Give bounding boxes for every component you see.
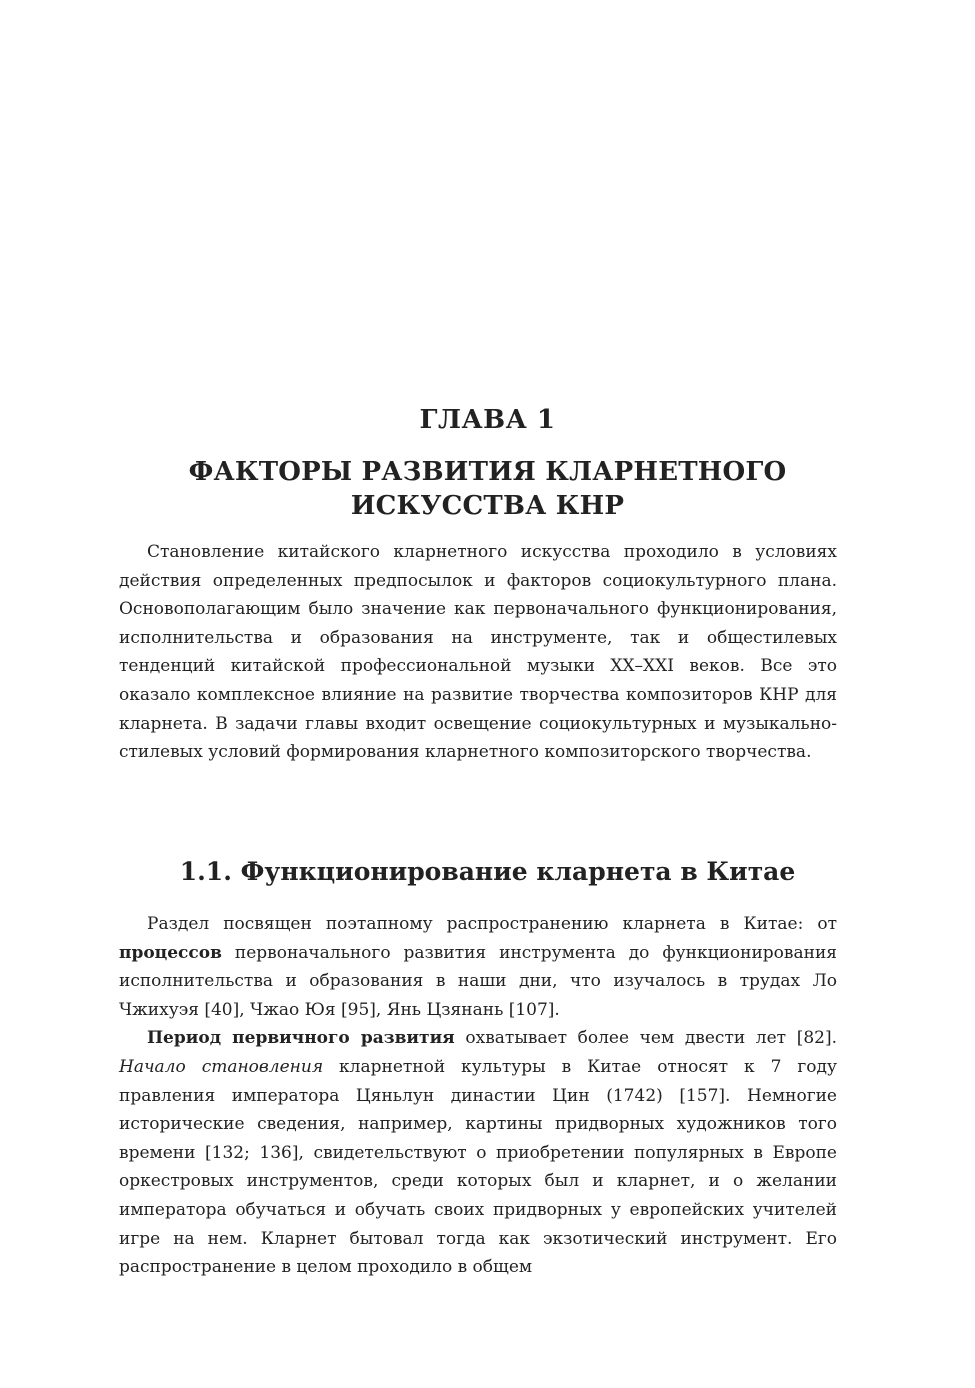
p1-bold-text: процессов bbox=[119, 942, 222, 963]
section-paragraph-1 bbox=[119, 910, 837, 1024]
chapter-intro bbox=[119, 538, 837, 767]
p2-bold-text: Период первичного развития bbox=[147, 1028, 455, 1049]
chapter-title-line-2: ИСКУССТВА КНР bbox=[350, 491, 625, 521]
section-heading: 1.1. Функционирование кларнета в Китае bbox=[179, 857, 796, 886]
section-paragraph-2 bbox=[119, 1024, 837, 1281]
p1-lead-text: Раздел посвящен поэтапному распространению кларнета в Китае: от bbox=[147, 914, 837, 934]
p2-italic-text: Начало становления bbox=[119, 1056, 324, 1077]
chapter-label: ГЛАВА 1 bbox=[419, 405, 556, 435]
intro-paragraph: Становление китайского кларнетного искусства проходило в условиях действия определенных предпосылок и факторов социокультурного плана. Основополагающим было значение как первоначального функционирования, исполнительства и образования на инструменте, так и общестилевых тенденций китайской профессиональной музыки XX–XXI веков. Все это оказало комплексное влияние на развитие творчества композиторов КНР для кларнета. В задачи главы входит освещение социокультурных и музыкально-стилевых условий формирования кларнетного композиторского творчества. bbox=[119, 542, 837, 763]
p1-rest-text: первоначального развития инструмента до функционирования исполнительства и образования в наши дни, что изучалось в трудах Ло Чжихуэя [40], Чжао Юя [95], Янь Цзянань [107]. bbox=[119, 942, 837, 1020]
p2-rest-text: кларнетной культуры в Китае относят к 7 году правления императора Цяньлун династии Цин (1742) [157]. Немногие исторические сведения, например, картины придворных художников того времени [132; 136], свидетельствуют о приобретении популярных в Европе оркестровых инструментов, среди которых был и кларнет, и о желании императора обучаться и обучать своих придворных у европейских учителей игре на нем. Кларнет бытовал тогда как экзотический инструмент. Его распространение в целом проходило в общем bbox=[119, 1056, 837, 1278]
chapter-title-line-1: ФАКТОРЫ РАЗВИТИЯ КЛАРНЕТНОГО bbox=[188, 457, 787, 487]
p2-after-bold-text: охватывает более чем двести лет [82]. bbox=[454, 1028, 837, 1049]
section-body bbox=[119, 910, 837, 1282]
chapter-title bbox=[120, 455, 855, 523]
